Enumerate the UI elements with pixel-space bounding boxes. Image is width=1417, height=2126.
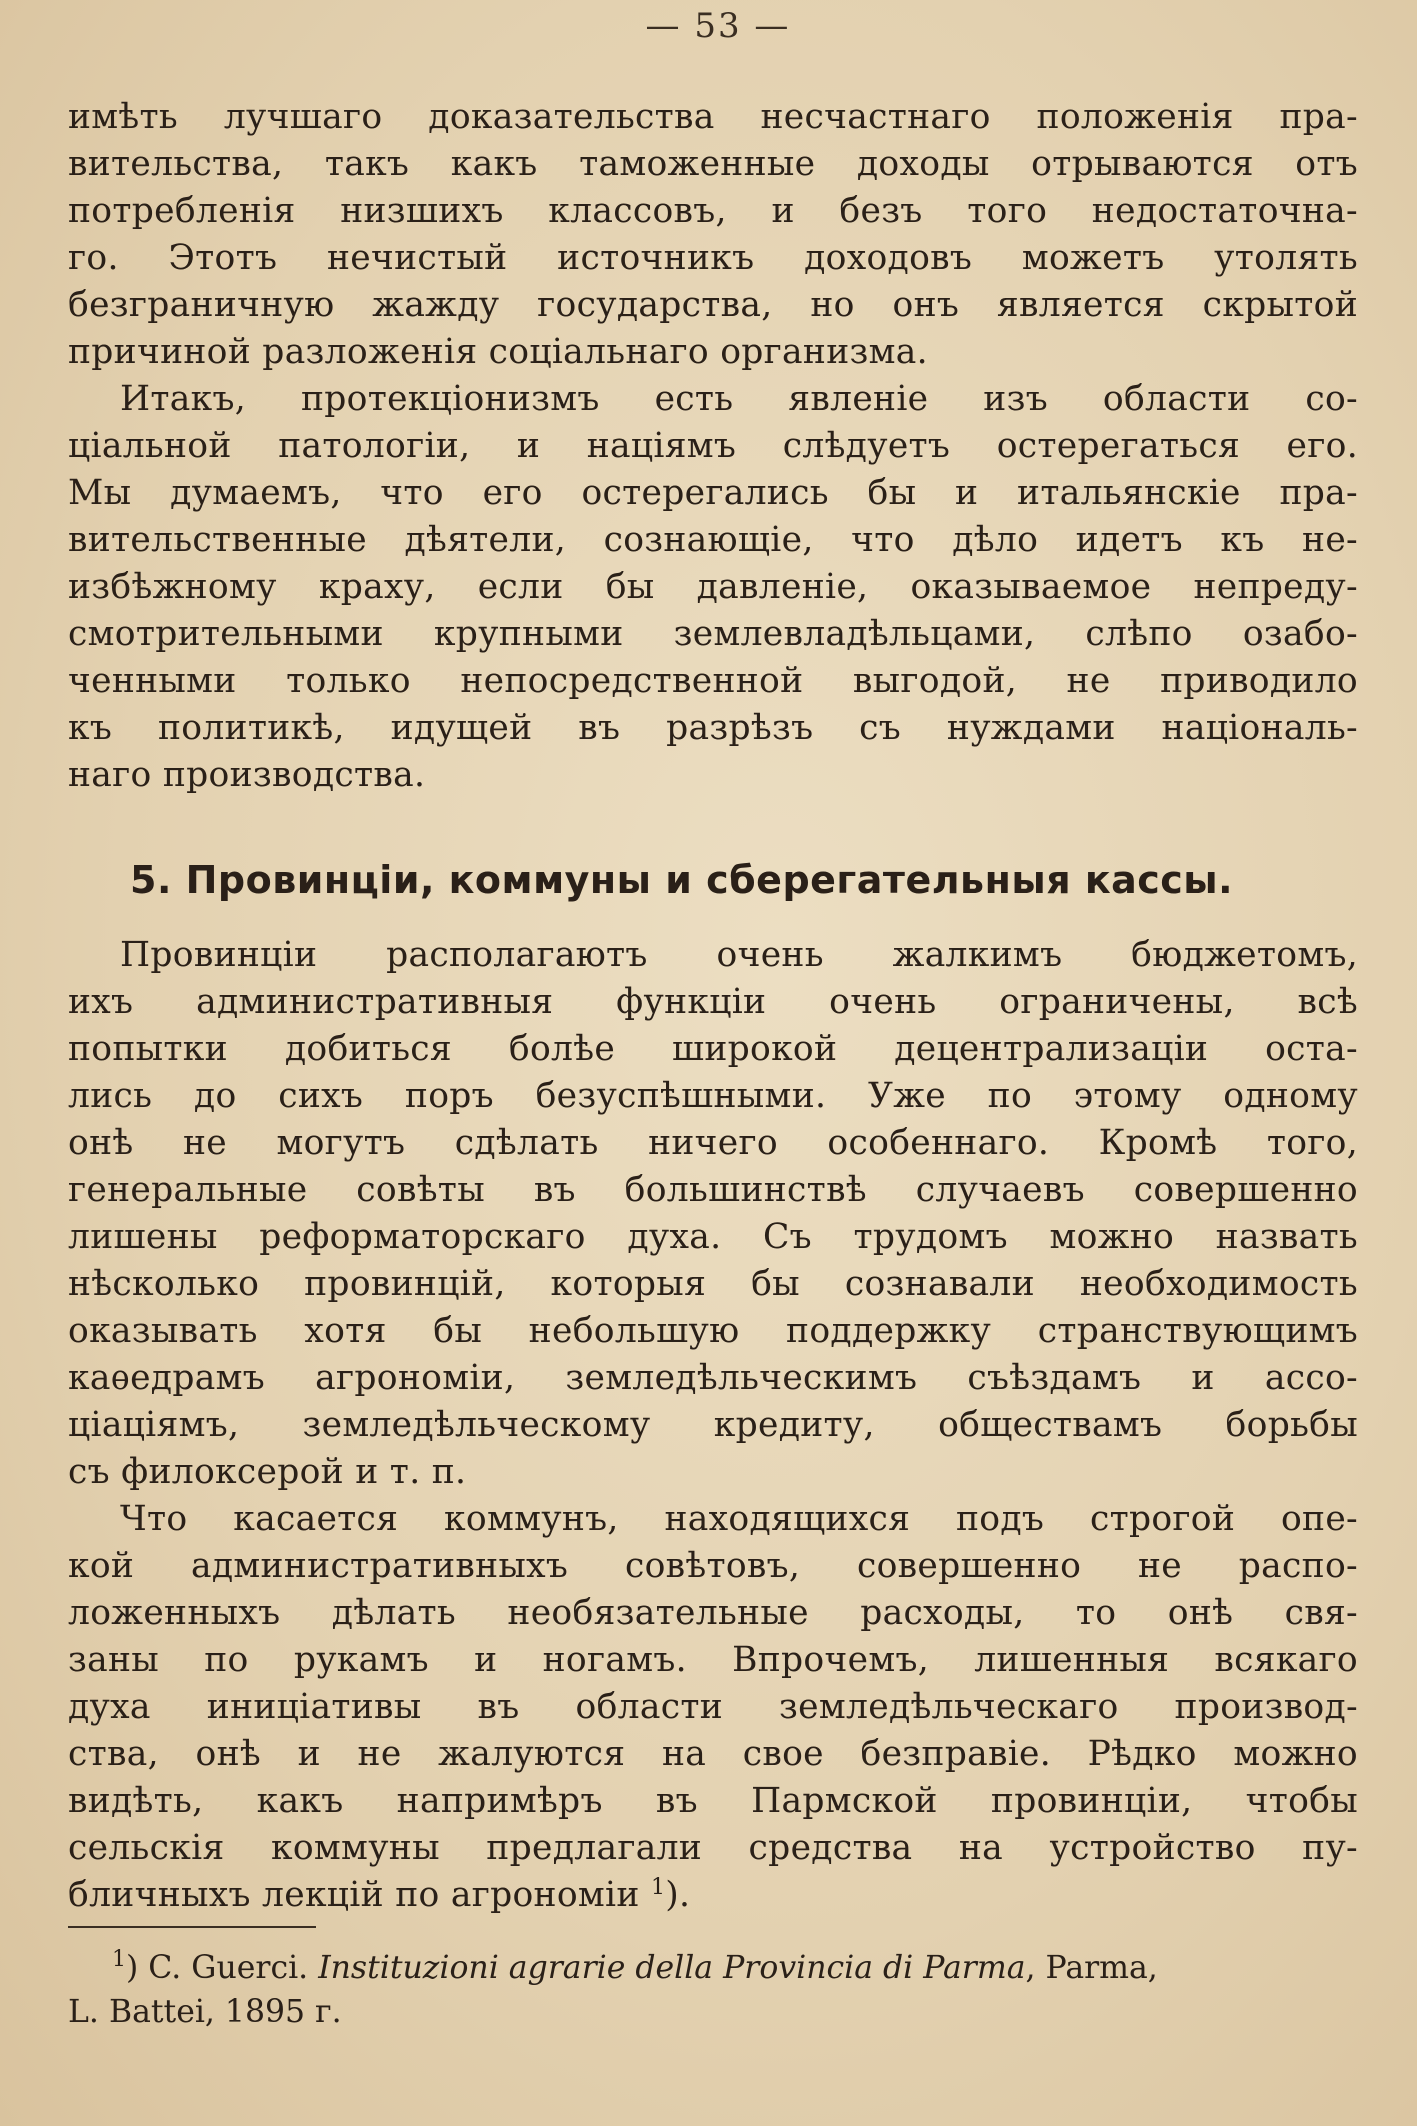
- text-line: Провинціи располагаютъ очень жалкимъ бюджетомъ,: [120, 935, 1358, 975]
- text-line: лись до сихъ поръ безуспѣшными. Уже по этому одному: [68, 1076, 1358, 1116]
- text-fragment: бличныхъ лекцій по агрономіи: [68, 1875, 640, 1915]
- footnote-reference[interactable]: 1: [650, 1875, 666, 1900]
- footnote-marker: 1: [112, 1947, 126, 1972]
- section-heading: 5. Провинціи, коммуны и сберегательныя кассы.: [130, 858, 1234, 902]
- text-line: избѣжному краху, если бы давленіе, оказываемое непреду-: [68, 567, 1358, 607]
- text-line: ціальной патологіи, и націямъ слѣдуетъ остерегаться его.: [68, 426, 1358, 466]
- text-line: причиной разложенія соціальнаго организма.: [68, 332, 928, 372]
- text-block-top: [68, 94, 1358, 799]
- text-line: наго производства.: [68, 755, 426, 795]
- text-line: лишены реформаторскаго духа. Съ трудомъ можно назвать: [68, 1217, 1358, 1257]
- text-line: съ филоксерой и т. п.: [68, 1452, 467, 1492]
- text-line: потребленія низшихъ классовъ, и безъ того недостаточна-: [68, 191, 1358, 231]
- text-block-bottom: [68, 932, 1358, 1919]
- footnote: [68, 1946, 1158, 2034]
- text-line-with-footnote: [68, 1872, 1358, 1919]
- text-line: смотрительными крупными землевладѣльцами, слѣпо озабо-: [68, 614, 1358, 654]
- text-line: ціаціямъ, земледѣльческому кредиту, обществамъ борьбы: [68, 1405, 1358, 1445]
- text-line: нѣсколько провинцій, которыя бы сознавали необходимость: [68, 1264, 1358, 1304]
- text-line: заны по рукамъ и ногамъ. Впрочемъ, лишенныя всякаго: [68, 1640, 1358, 1680]
- text-line: каѳедрамъ агрономіи, земледѣльческимъ съѣздамъ и ассо-: [68, 1358, 1358, 1398]
- text-fragment: ).: [665, 1875, 691, 1915]
- footnote-author: ) C. Guerci.: [126, 1950, 309, 1986]
- text-line: къ политикѣ, идущей въ разрѣзъ съ нуждами національ-: [68, 708, 1358, 748]
- text-line: ства, онѣ и не жалуются на свое безправіе. Рѣдко можно: [68, 1734, 1358, 1774]
- text-line: генеральные совѣты въ большинствѣ случаевъ совершенно: [68, 1170, 1358, 1210]
- text-line: имѣть лучшаго доказательства несчастнаго положенія пра-: [68, 97, 1358, 137]
- text-line: безграничную жажду государства, но онъ является скрытой: [68, 285, 1358, 325]
- footnote-place: , Parma,: [1025, 1950, 1158, 1986]
- footnote-line: L. Battei, 1895 г.: [68, 1994, 342, 2030]
- page-number: — 53 —: [645, 6, 791, 46]
- text-line: сельскія коммуны предлагали средства на устройство пу-: [68, 1828, 1358, 1868]
- text-line: ложенныхъ дѣлать необязательные расходы, то онѣ свя-: [68, 1593, 1358, 1633]
- text-line: Мы думаемъ, что его остерегались бы и итальянскіе пра-: [68, 473, 1358, 513]
- text-line: духа иниціативы въ области земледѣльческаго производ-: [68, 1687, 1358, 1727]
- text-line: Итакъ, протекціонизмъ есть явленіе изъ области со-: [120, 379, 1358, 419]
- text-line: оказывать хотя бы небольшую поддержку странствующимъ: [68, 1311, 1358, 1351]
- text-line: Что касается коммунъ, находящихся подъ строгой опе-: [120, 1499, 1358, 1539]
- book-page: [68, 0, 1368, 2126]
- text-line: вительственные дѣятели, сознающіе, что дѣло идетъ къ не-: [68, 520, 1358, 560]
- footnote-line: [68, 1946, 1158, 1990]
- text-line: ихъ административныя функціи очень ограничены, всѣ: [68, 982, 1358, 1022]
- text-line: го. Этотъ нечистый источникъ доходовъ можетъ утолять: [68, 238, 1358, 278]
- text-line: попытки добиться болѣе широкой децентрализаціи оста-: [68, 1029, 1358, 1069]
- footnote-title: Instituzioni agrarie della Provincia di Parma: [318, 1950, 1026, 1986]
- text-line: онѣ не могутъ сдѣлать ничего особеннаго. Кромѣ того,: [68, 1123, 1358, 1163]
- text-line: видѣть, какъ напримѣръ въ Пармской провинціи, чтобы: [68, 1781, 1358, 1821]
- footnote-divider: [68, 1926, 316, 1928]
- text-line: вительства, такъ какъ таможенные доходы отрываются отъ: [68, 144, 1358, 184]
- text-line: кой административныхъ совѣтовъ, совершенно не распо-: [68, 1546, 1358, 1586]
- text-line: ченными только непосредственной выгодой, не приводило: [68, 661, 1358, 701]
